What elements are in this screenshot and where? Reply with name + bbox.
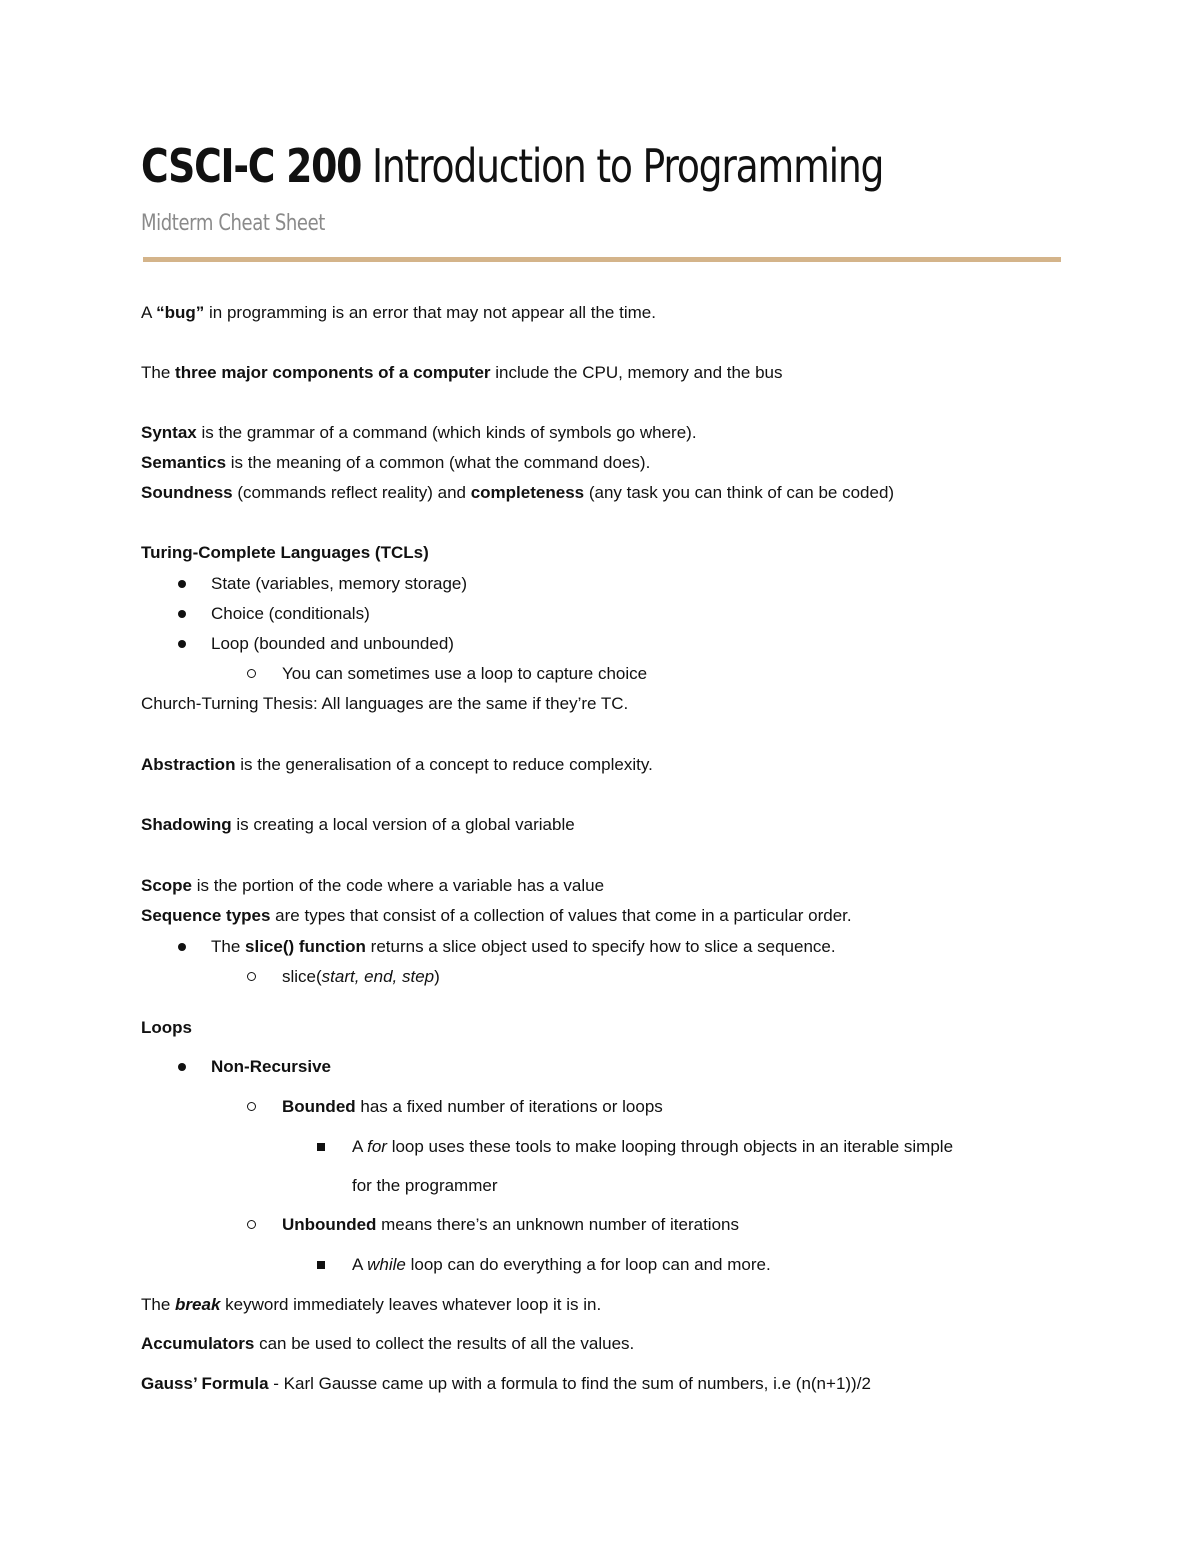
bullet-dot-icon xyxy=(178,574,186,594)
term-gauss-formula: Gauss’ Formula xyxy=(141,1374,269,1393)
text: is the generalisation of a concept to reduce complexity. xyxy=(235,755,653,774)
term-slice: slice() function xyxy=(245,937,366,956)
term-abstraction: Abstraction xyxy=(141,755,236,774)
heading-text: Turing-Complete Languages (TCLs) xyxy=(141,543,429,562)
bullet-circle-icon xyxy=(247,664,256,684)
text: is creating a local version of a global variable xyxy=(231,815,575,834)
text: The xyxy=(141,363,176,382)
term-shadowing: Shadowing xyxy=(141,815,232,834)
text: keyword immediately leaves whatever loop it is in. xyxy=(220,1295,602,1314)
text: means there’s an unknown number of iterations xyxy=(376,1215,739,1234)
for-loop-item-continued: for the programmer xyxy=(352,1176,498,1195)
sequence-types-definition xyxy=(141,906,852,926)
unbounded-item xyxy=(282,1215,739,1235)
text: is the portion of the code where a variable has a value xyxy=(192,876,605,895)
heading-text: Loops xyxy=(141,1018,192,1037)
church-turning-thesis: Church-Turning Thesis: All languages are the same if they’re TC. xyxy=(141,694,629,713)
bullet-circle-icon xyxy=(247,1097,256,1117)
term-semantics: Semantics xyxy=(141,453,227,472)
bullet-circle-icon xyxy=(247,967,256,987)
text: is the meaning of a common (what the command does). xyxy=(226,453,651,472)
while-loop-item xyxy=(352,1255,771,1275)
term-unbounded: Unbounded xyxy=(282,1215,377,1234)
bullet-dot-icon xyxy=(178,1057,186,1077)
page-title xyxy=(141,139,884,193)
text: returns a slice object used to specify how to slice a sequence. xyxy=(365,937,836,956)
term-syntax: Syntax xyxy=(141,423,197,442)
components-definition xyxy=(141,363,783,383)
shadowing-definition xyxy=(141,815,575,835)
page-subtitle: Midterm Cheat Sheet xyxy=(141,211,325,236)
bullet-dot-icon xyxy=(178,937,186,957)
text: The xyxy=(211,937,246,956)
scope-definition xyxy=(141,876,604,896)
text: are types that consist of a collection of values that come in a particular order. xyxy=(270,906,852,925)
term-bug: “bug” xyxy=(156,303,205,322)
bullet-square-icon xyxy=(317,1255,325,1275)
loops-heading xyxy=(141,1018,192,1038)
text: is the grammar of a command (which kinds of symbols go where). xyxy=(196,423,697,442)
bullet-square-icon xyxy=(317,1137,325,1157)
text: The xyxy=(141,1295,176,1314)
text: A xyxy=(352,1137,368,1156)
gauss-formula-definition xyxy=(141,1374,871,1394)
text: A xyxy=(352,1255,368,1274)
semantics-definition xyxy=(141,453,650,473)
bounded-item xyxy=(282,1097,663,1117)
term-non-recursive: Non-Recursive xyxy=(211,1057,331,1076)
text: (any task you can think of can be coded) xyxy=(584,483,895,502)
list-subitem: You can sometimes use a loop to capture choice xyxy=(282,664,648,683)
text: A xyxy=(141,303,157,322)
term-for: for xyxy=(367,1137,387,1156)
list-item: Loop (bounded and unbounded) xyxy=(211,634,454,653)
non-recursive-item xyxy=(211,1057,331,1077)
text: can be used to collect the results of all the values. xyxy=(254,1334,635,1353)
term-completeness: completeness xyxy=(470,483,585,502)
term-while: while xyxy=(367,1255,406,1274)
bullet-dot-icon xyxy=(178,604,186,624)
course-code: CSCI-C 200 xyxy=(141,139,362,193)
bullet-circle-icon xyxy=(247,1215,256,1235)
term-scope: Scope xyxy=(141,876,193,895)
text: ) xyxy=(434,967,440,986)
term-sequence-types: Sequence types xyxy=(141,906,271,925)
text: - Karl Gausse came up with a formula to find the sum of numbers, i.e (n(n+1))/2 xyxy=(268,1374,871,1393)
text: loop uses these tools to make looping through objects in an iterable simple xyxy=(386,1137,954,1156)
slice-function-item xyxy=(211,937,836,957)
text: slice( xyxy=(282,967,322,986)
break-keyword-definition xyxy=(141,1295,601,1315)
slice-params: start, end, step xyxy=(321,967,435,986)
bug-definition xyxy=(141,303,656,323)
course-name: Introduction to Programming xyxy=(361,139,884,193)
tcl-heading xyxy=(141,543,429,563)
bullet-dot-icon xyxy=(178,634,186,654)
for-loop-item xyxy=(352,1137,953,1157)
abstraction-definition xyxy=(141,755,653,775)
syntax-definition xyxy=(141,423,697,443)
term-break: break xyxy=(175,1295,221,1314)
text: include the CPU, memory and the bus xyxy=(490,363,783,382)
slice-signature xyxy=(282,967,440,987)
title-divider xyxy=(143,257,1061,262)
list-item: State (variables, memory storage) xyxy=(211,574,468,593)
term-accumulators: Accumulators xyxy=(141,1334,255,1353)
list-item: Choice (conditionals) xyxy=(211,604,370,623)
term-bounded: Bounded xyxy=(282,1097,356,1116)
term-soundness: Soundness xyxy=(141,483,233,502)
soundness-definition xyxy=(141,483,894,503)
text: has a fixed number of iterations or loops xyxy=(355,1097,663,1116)
text: in programming is an error that may not appear all the time. xyxy=(204,303,656,322)
text: (commands reflect reality) and xyxy=(232,483,471,502)
text: loop can do everything a for loop can and more. xyxy=(405,1255,771,1274)
term-components: three major components of a computer xyxy=(175,363,491,382)
accumulators-definition xyxy=(141,1334,634,1354)
